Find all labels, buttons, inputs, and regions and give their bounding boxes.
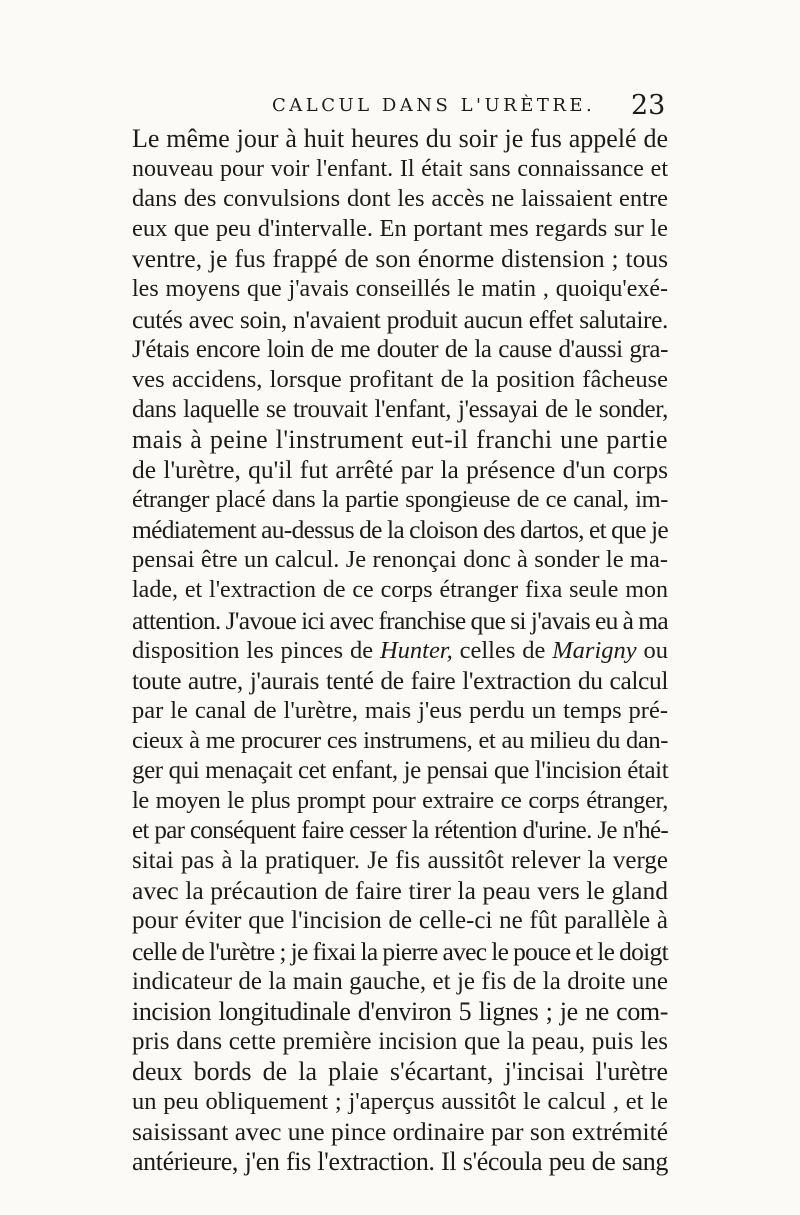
- page-number: 23: [631, 90, 666, 121]
- text-line: saisissant avec une pince ordinaire par son extrémité: [132, 1117, 669, 1147]
- text-line: attention. J'avoue ici avec franchise que si j'avais eu à ma: [132, 605, 668, 635]
- running-title: CALCUL DANS L'URÈTRE.: [272, 95, 596, 116]
- text-line: les moyens que j'avais conseillés le matin , quoiqu'exé-: [132, 276, 668, 303]
- author-name-hunter: Hunter,: [379, 636, 453, 664]
- text-line: et par conséquent faire cesser la rétention d'urine. Je n'hé-: [132, 817, 668, 845]
- text-line: antérieure, j'en fis l'extraction. Il s'écoula peu de sang: [132, 1147, 668, 1177]
- text-line: cutés avec soin, n'avaient produit aucun effet salutaire.: [132, 304, 668, 334]
- text-line: cieux à me procurer ces instrumens, et au milieu du dan-: [132, 726, 668, 754]
- text-line: incision longitudinale d'environ 5 lignes ; je ne com-: [132, 996, 668, 1026]
- text-line: dans laquelle se trouvait l'enfant, j'essayai de le sonder,: [132, 395, 668, 423]
- text-line: lade, et l'extraction de ce corps étranger fixa seule mon: [132, 577, 668, 604]
- text-line-with-names: [132, 636, 668, 666]
- text-line: un peu obliquement ; j'aperçus aussitôt le calcul , et le: [132, 1088, 668, 1115]
- text-line: le moyen le plus prompt pour extraire ce corps étranger,: [132, 787, 668, 815]
- text-line: ventre, je fus frappé de son énorme distension ; tous: [132, 244, 668, 274]
- text-line: mais à peine l'instrument eut-il franchi une partie: [132, 424, 668, 454]
- text-line: Le même jour à huit heures du soir je fus appelé de: [132, 124, 668, 153]
- text-line: pour éviter que l'incision de celle-ci ne fût parallèle à: [132, 907, 668, 935]
- text-line: ves accidens, lorsque profitant de la position fâcheuse: [132, 365, 668, 393]
- body-text: [132, 124, 668, 1177]
- text-fragment: disposition les pinces de: [132, 636, 380, 664]
- text-line: pensai être un calcul. Je renonçai donc à sonder le ma-: [132, 546, 668, 574]
- text-line: eux que peu d'intervalle. En portant mes regards sur le: [132, 215, 668, 243]
- text-line: avec la précaution de faire tirer la peau vers le gland: [132, 876, 668, 906]
- text-line: deux bords de la plaie s'écartant, j'incisai l'urètre: [132, 1056, 668, 1086]
- text-line: indicateur de la main gauche, et je fis de la droite une: [132, 967, 668, 995]
- text-line: par le canal de l'urètre, mais j'eus perdu un temps pré-: [132, 696, 668, 724]
- text-line: toute autre, j'aurais tenté de faire l'extraction du calcul: [132, 665, 668, 695]
- text-line: J'étais encore loin de me douter de la cause d'aussi gra-: [132, 335, 668, 363]
- text-line: médiatement au-dessus de la cloison des dartos, et que je: [132, 515, 668, 545]
- author-name-marigny: Marigny: [552, 636, 637, 664]
- text-fragment: ou: [636, 636, 669, 664]
- text-line: nouveau pour voir l'enfant. Il était sans connaissance et: [132, 156, 668, 183]
- text-fragment: celles de: [452, 636, 553, 664]
- text-line: pris dans cette première incision que la peau, puis les: [132, 1027, 668, 1055]
- text-line: étranger placé dans la partie spongieuse de ce canal, im-: [132, 486, 668, 514]
- text-line: sitai pas à la pratiquer. Je fis aussitôt relever la verge: [132, 847, 668, 875]
- text-line: ger qui menaçait cet enfant, je pensai que l'incision était: [132, 756, 669, 784]
- text-line: dans des convulsions dont les accès ne laissaient entre: [132, 185, 668, 213]
- text-line: de l'urètre, qu'il fut arrêté par la présence d'un corps: [132, 455, 668, 485]
- text-line: celle de l'urètre ; je fixai la pierre avec le pouce et le doigt: [132, 936, 668, 966]
